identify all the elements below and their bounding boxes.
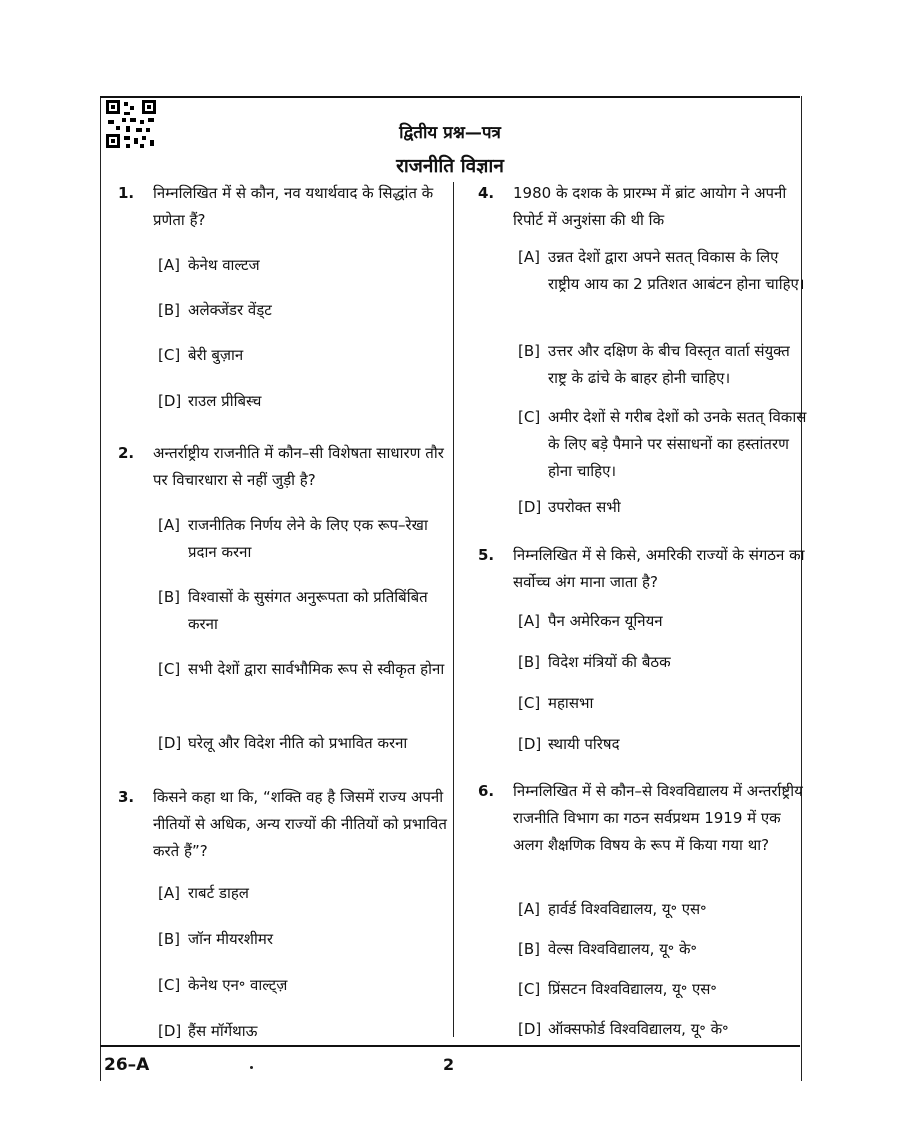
option-2c[interactable]: [158, 656, 448, 683]
option-label: [C]: [158, 346, 181, 364]
option-label: [C]: [518, 694, 541, 712]
option-text: सभी देशों द्वारा सार्वभौमिक रूप से स्वीकृत होना: [188, 660, 445, 678]
option-label: [A]: [518, 612, 540, 630]
option-text: प्रिंसटन विश्वविद्यालय, यू॰ एस॰: [548, 980, 717, 998]
question-number: 3.: [118, 788, 135, 806]
option-text: महासभा: [548, 694, 594, 712]
option-label: [B]: [158, 930, 180, 948]
option-label: [D]: [518, 735, 542, 753]
option-2d[interactable]: [158, 730, 448, 757]
option-text: वेल्स विश्वविद्यालय, यू॰ के॰: [548, 940, 697, 958]
booklet-code: 26–A: [104, 1055, 150, 1075]
option-label: [D]: [158, 392, 182, 410]
option-3d[interactable]: [158, 1018, 448, 1045]
question-number: 4.: [478, 184, 495, 202]
subject-title: राजनीति विज्ञान: [396, 155, 504, 177]
option-3a[interactable]: [158, 880, 448, 907]
option-3b[interactable]: [158, 926, 448, 953]
option-5d[interactable]: [518, 731, 808, 758]
option-text: अलेक्जेंडर वेंड्ट: [188, 301, 272, 319]
option-text: स्थायी परिषद: [548, 735, 620, 753]
scan-speck: [250, 1066, 253, 1069]
option-text: विदेश मंत्रियों की बैठक: [548, 653, 671, 671]
option-label: [C]: [158, 660, 181, 678]
question-5: [478, 542, 808, 596]
option-label: [B]: [158, 588, 180, 606]
option-label: [B]: [518, 653, 540, 671]
option-1a[interactable]: [158, 252, 448, 279]
option-text: राबर्ट डाहल: [188, 884, 249, 902]
option-text: बेरी बुज़ान: [188, 346, 244, 364]
option-label: [C]: [518, 980, 541, 998]
top-rule: [100, 96, 800, 98]
option-label: [D]: [158, 1022, 182, 1040]
option-text: पैन अमेरिकन यूनियन: [548, 612, 663, 630]
question-text: निम्नलिखित में से कौन, नव यथार्थवाद के सिद्धांत के प्रणेता हैं?: [153, 184, 434, 229]
option-text: उत्तर और दक्षिण के बीच विस्तृत वार्ता संयुक्त राष्ट्र के ढांचे के बाहर होनी चाहिए।: [548, 342, 790, 387]
option-text: राउल प्रीबिस्च: [188, 392, 262, 410]
question-number: 5.: [478, 546, 495, 564]
option-6d[interactable]: [518, 1016, 808, 1043]
option-label: [A]: [518, 900, 540, 918]
option-1d[interactable]: [158, 388, 448, 415]
question-4: [478, 180, 808, 234]
option-2a[interactable]: [158, 512, 448, 566]
page-number: 2: [443, 1055, 455, 1074]
question-text: निम्नलिखित में से कौन–से विश्वविद्यालय में अन्तर्राष्ट्रीय राजनीति विभाग का गठन सर्वप्रथम 1919 में एक अलग शैक्षणिक विषय के रूप में किया गया था?: [513, 782, 803, 854]
option-5c[interactable]: [518, 690, 808, 717]
option-label: [C]: [158, 976, 181, 994]
option-label: [C]: [518, 408, 541, 426]
option-label: [B]: [518, 940, 540, 958]
option-text: उन्नत देशों द्वारा अपने सतत् विकास के लिए राष्ट्रीय आय का 2 प्रतिशत आबंटन होना चाहिए।: [548, 248, 805, 293]
option-label: [A]: [518, 248, 540, 266]
option-text: विश्वासों के सुसंगत अनुरूपता को प्रतिबिंबित करना: [188, 588, 428, 633]
option-4c[interactable]: [518, 404, 808, 485]
question-number: 2.: [118, 444, 135, 462]
option-label: [B]: [518, 342, 540, 360]
option-label: [D]: [518, 498, 542, 516]
question-6: [478, 778, 808, 859]
option-6b[interactable]: [518, 936, 808, 963]
option-4d[interactable]: [518, 494, 808, 521]
option-text: हार्वर्ड विश्वविद्यालय, यू॰ एस॰: [548, 900, 707, 918]
question-text: 1980 के दशक के प्रारम्भ में ब्रांट आयोग ने अपनी रिपोर्ट में अनुशंसा की थी कि: [513, 184, 787, 229]
option-label: [A]: [158, 516, 180, 534]
option-text: उपरोक्त सभी: [548, 498, 621, 516]
option-1c[interactable]: [158, 342, 448, 369]
option-text: केनेथ वाल्टज: [188, 256, 260, 274]
question-text: किसने कहा था कि, “शक्ति वह है जिसमें राज्य अपनी नीतियों से अधिक, अन्य राज्यों की नीतियों को प्रभावित करते हैं”?: [153, 788, 447, 860]
question-3: [118, 784, 448, 865]
question-text: निम्नलिखित में से किसे, अमरिकी राज्यों के संगठन का सर्वोच्च अंग माना जाता है?: [513, 546, 805, 591]
question-2: [118, 440, 448, 494]
option-text: राजनीतिक निर्णय लेने के लिए एक रूप–रेखा प्रदान करना: [188, 516, 428, 561]
option-4a[interactable]: [518, 244, 808, 298]
option-text: केनेथ एन॰ वाल्ट्ज़: [188, 976, 288, 994]
option-label: [D]: [518, 1020, 542, 1038]
option-label: [B]: [158, 301, 180, 319]
option-1b[interactable]: [158, 297, 448, 324]
option-label: [A]: [158, 884, 180, 902]
option-2b[interactable]: [158, 584, 448, 638]
option-text: हैंस मॉर्गेथाऊ: [188, 1022, 258, 1040]
option-text: जॉन मीयरशीमर: [188, 930, 273, 948]
option-3c[interactable]: [158, 972, 448, 999]
option-6c[interactable]: [518, 976, 808, 1003]
question-1: [118, 180, 448, 234]
option-5b[interactable]: [518, 649, 808, 676]
option-6a[interactable]: [518, 896, 808, 923]
option-text: अमीर देशों से गरीब देशों को उनके सतत् विकास के लिए बड़े पैमाने पर संसाधनों का हस्तांतरण होना चाहिए।: [548, 408, 807, 480]
option-text: घरेलू और विदेश नीति को प्रभावित करना: [188, 734, 408, 752]
option-text: ऑक्सफोर्ड विश्वविद्यालय, यू॰ के॰: [548, 1020, 729, 1038]
bottom-rule: [100, 1045, 800, 1047]
option-label: [D]: [158, 734, 182, 752]
paper-title: द्वितीय प्रश्न—पत्र: [399, 123, 501, 143]
question-text: अन्तर्राष्ट्रीय राजनीति में कौन–सी विशेषता साधारण तौर पर विचारधारा से नहीं जुड़ी है?: [153, 444, 444, 489]
column-divider: [453, 182, 454, 1037]
question-number: 1.: [118, 184, 135, 202]
option-label: [A]: [158, 256, 180, 274]
question-number: 6.: [478, 782, 495, 800]
option-5a[interactable]: [518, 608, 808, 635]
option-4b[interactable]: [518, 338, 808, 392]
